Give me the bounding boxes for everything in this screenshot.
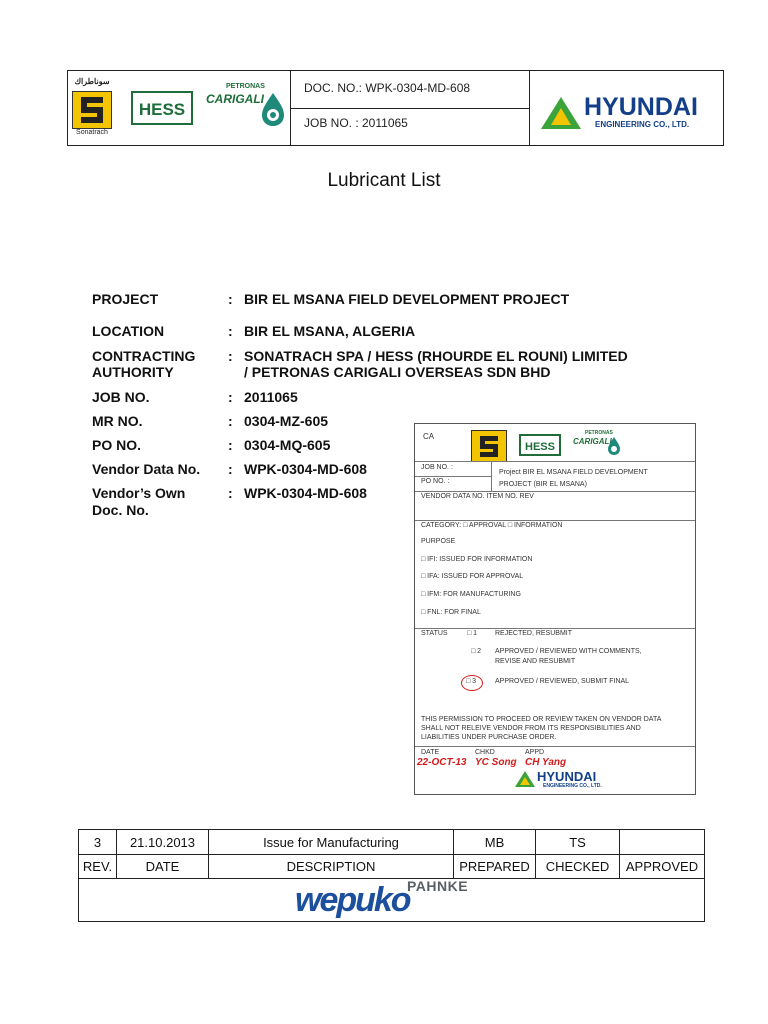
stamp-ca-label: CA: [423, 432, 435, 441]
stamp-purpose: PURPOSE: [421, 538, 456, 545]
stamp-divider: [415, 520, 695, 521]
stamp-divider: [415, 491, 695, 492]
hyundai-subtitle: ENGINEERING CO., LTD.: [595, 120, 690, 129]
field-label-vendor-data-no: Vendor Data No.: [92, 461, 201, 477]
stamp-job-no: JOB NO. :: [421, 464, 453, 471]
field-label-doc-no: Doc. No.: [92, 502, 149, 518]
doc-number: DOC. NO.: WPK-0304-MD-608: [304, 81, 471, 95]
page-title: Lubricant List: [327, 170, 441, 191]
stamp-status-3-text: APPROVED / REVIEWED, SUBMIT FINAL: [495, 678, 630, 685]
stamp-carigali-label: CARIGALI: [573, 437, 612, 446]
header-divider: [290, 108, 529, 109]
header-divider: [529, 71, 530, 145]
field-colon: :: [228, 323, 233, 339]
hyundai-triangle-icon: [540, 96, 582, 130]
field-label-po-no: PO NO.: [92, 437, 142, 453]
stamp-sonatrach-logo: [471, 430, 507, 462]
date-cell: 21.10.2013: [129, 835, 196, 850]
sonatrach-label: Sonatrach: [76, 129, 108, 136]
rev-cell: 3: [93, 835, 102, 850]
field-value-po-no: 0304-MQ-605: [244, 437, 331, 453]
field-colon: :: [228, 413, 233, 429]
stamp-permission-3: LIABILITIES UNDER PURCHASE ORDER.: [421, 734, 557, 741]
stamp-po-no: PO NO. :: [421, 478, 450, 485]
date-header: DATE: [145, 859, 180, 874]
stamp-permission-1: THIS PERMISSION TO PROCEED OR REVIEW TAKEN ON VENDOR DATA: [421, 716, 662, 723]
stamp-divider: [415, 628, 695, 629]
carigali-label: CARIGALI: [206, 92, 264, 106]
document-header: [67, 70, 724, 146]
stamp-status-3-code: □ 3: [466, 678, 477, 685]
stamp-appd-header: APPD: [525, 749, 545, 756]
approval-stamp: [414, 423, 696, 795]
petronas-carigali-logo: [204, 81, 288, 135]
field-value-vendor-own: WPK-0304-MD-608: [244, 485, 367, 501]
field-colon: :: [228, 437, 233, 453]
description-cell: Issue for Manufacturing: [263, 835, 399, 850]
stamp-ifm: □ IFM: FOR MANUFACTURING: [421, 591, 521, 598]
stamp-hyundai-label: HYUNDAI: [537, 769, 597, 784]
prepared-cell: MB: [484, 835, 505, 850]
stamp-ifa: □ IFA: ISSUED FOR APPROVAL: [421, 573, 524, 580]
stamp-project-2: PROJECT (BIR EL MSANA): [499, 481, 587, 488]
field-value-vendor-data-no: WPK-0304-MD-608: [244, 461, 367, 477]
stamp-fnl: □ FNL: FOR FINAL: [421, 609, 481, 616]
petronas-drop-icon: [260, 91, 286, 127]
petronas-label: PETRONAS: [226, 83, 265, 90]
sonatrach-logo: [70, 79, 114, 139]
stamp-petronas-label: PETRONAS: [585, 430, 613, 436]
field-label-authority: AUTHORITY: [92, 364, 174, 380]
job-number: JOB NO. : 2011065: [304, 116, 408, 130]
field-label-vendor-own: Vendor’s Own: [92, 485, 186, 501]
stamp-divider: [415, 461, 695, 462]
stamp-date-header: DATE: [421, 749, 440, 756]
stamp-date-value: 22-OCT-13: [417, 757, 467, 768]
field-label-mr-no: MR NO.: [92, 413, 143, 429]
table-divider: [79, 854, 704, 855]
checked-cell: TS: [569, 835, 586, 850]
stamp-status-label: STATUS: [421, 630, 448, 637]
field-value-project: BIR EL MSANA FIELD DEVELOPMENT PROJECT: [244, 291, 570, 307]
hyundai-triangle-icon: [515, 771, 535, 787]
wepuko-pahnke-logo: [295, 877, 495, 921]
sonatrach-arabic-text: سوناطراك: [74, 77, 110, 86]
field-value-contracting: SONATRACH SPA / HESS (RHOURDE EL ROUNI) LIMITED: [244, 348, 628, 364]
rev-header: REV.: [82, 859, 113, 874]
stamp-hyundai-logo: [515, 769, 625, 793]
stamp-hyundai-subtitle: ENGINEERING CO., LTD.: [543, 783, 602, 789]
revision-table: [78, 829, 705, 922]
field-label-location: LOCATION: [92, 323, 165, 339]
stamp-vendor-data: VENDOR DATA NO. ITEM NO. REV: [421, 493, 534, 500]
sonatrach-s-icon: [472, 431, 506, 461]
description-header: DESCRIPTION: [286, 859, 376, 874]
prepared-header: PREPARED: [459, 859, 530, 874]
stamp-ifi: □ IFI: ISSUED FOR INFORMATION: [421, 556, 533, 563]
field-colon: :: [228, 485, 233, 501]
stamp-hess-logo: HESS: [519, 434, 561, 456]
stamp-category: CATEGORY: □ APPROVAL □ INFORMATION: [421, 522, 563, 529]
stamp-divider: [415, 746, 695, 747]
stamp-chkd-header: CHKD: [475, 749, 495, 756]
stamp-permission-2: SHALL NOT RELEIVE VENDOR FROM ITS RESPONSIBILITIES AND: [421, 725, 641, 732]
field-label-project: PROJECT: [92, 291, 159, 307]
stamp-status-1-text: REJECTED, RESUBMIT: [495, 630, 573, 637]
pahnke-label: PAHNKE: [407, 878, 469, 894]
hyundai-label: HYUNDAI: [584, 93, 698, 121]
field-value-mr-no: 0304-MZ-605: [244, 413, 329, 429]
stamp-chkd-value: YC Song: [475, 757, 517, 768]
stamp-appd-value: CH Yang: [525, 757, 567, 768]
field-colon: :: [228, 291, 233, 307]
petronas-drop-icon: [607, 436, 621, 456]
field-colon: :: [228, 389, 233, 405]
stamp-divider: [491, 461, 492, 491]
hess-logo: HESS: [131, 91, 193, 125]
field-label-contracting: CONTRACTING: [92, 348, 196, 364]
field-label-job-no: JOB NO.: [92, 389, 150, 405]
stamp-carigali-logo: [573, 430, 623, 460]
hyundai-logo: [540, 93, 720, 133]
stamp-status-2-code: □ 2: [471, 648, 482, 655]
field-value-location: BIR EL MSANA, ALGERIA: [244, 323, 416, 339]
stamp-status-2-text: APPROVED / REVIEWED WITH COMMENTS,: [495, 648, 642, 655]
field-value-job-no: 2011065: [244, 389, 298, 405]
sonatrach-s-icon: [73, 92, 111, 128]
wepuko-label: wepuko: [295, 881, 410, 919]
checked-header: CHECKED: [545, 859, 610, 874]
stamp-divider: [415, 476, 491, 477]
stamp-status-2-text-2: REVISE AND RESUBMIT: [495, 658, 576, 665]
stamp-project: Project BIR EL MSANA FIELD DEVELOPMENT: [499, 469, 648, 476]
field-value-contracting-2: / PETRONAS CARIGALI OVERSEAS SDN BHD: [244, 364, 551, 380]
approved-header: APPROVED: [625, 859, 699, 874]
field-colon: :: [228, 348, 233, 364]
stamp-status-1-code: □ 1: [467, 630, 478, 637]
field-colon: :: [228, 461, 233, 477]
sonatrach-emblem: [72, 91, 112, 129]
